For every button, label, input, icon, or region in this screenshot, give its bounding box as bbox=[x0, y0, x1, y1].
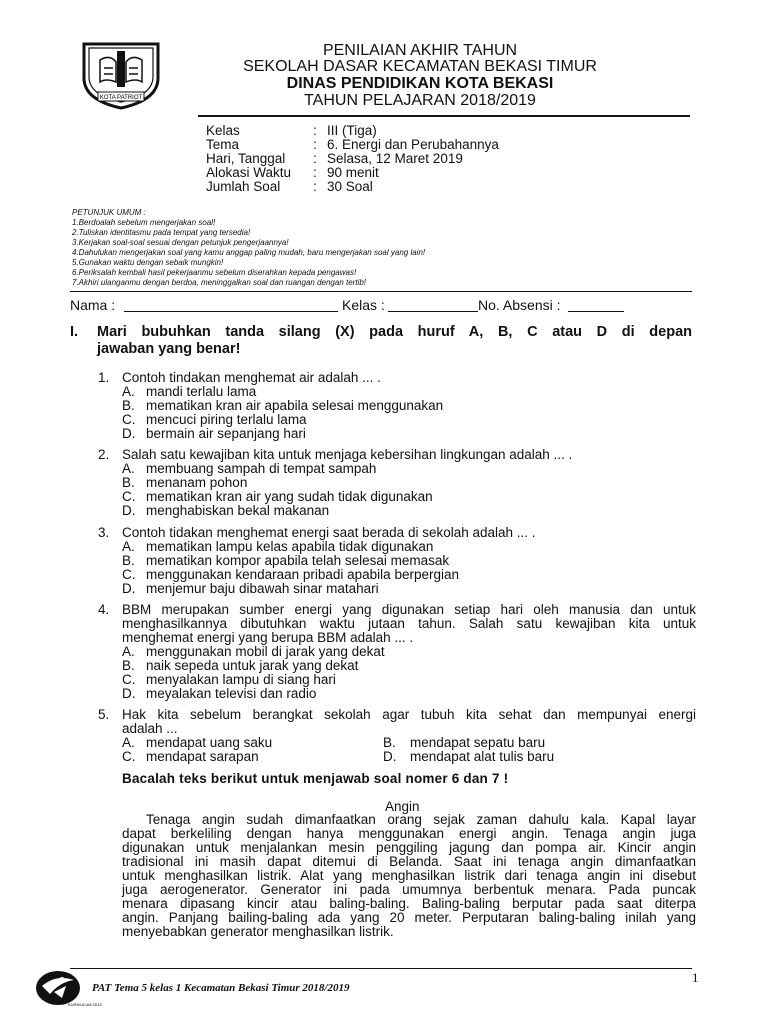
option-letter: C. bbox=[122, 672, 136, 687]
footer-divider bbox=[70, 968, 692, 969]
general-instructions bbox=[72, 208, 425, 288]
header-school: SEKOLAH DASAR KECAMATAN BEKASI TIMUR bbox=[243, 58, 597, 75]
instruction-item: 7.Akhiri ulanganmu dengan berdoa, meninggalkan soal dan ruangan dengan tertib! bbox=[72, 278, 366, 287]
info-value: Selasa, 12 Maret 2019 bbox=[327, 151, 463, 166]
question-text: Contoh tindakan menghemat air adalah ... . bbox=[122, 370, 381, 385]
option-letter: D. bbox=[122, 426, 136, 441]
passage-line: untuk menghasilkan listrik. Alat yang menghasilkan listrik dari tenaga angin ini disebut bbox=[122, 868, 696, 883]
option-letter: C. bbox=[122, 489, 136, 504]
instructions-title: PETUNJUK UMUM : bbox=[72, 208, 146, 217]
question-number: 1. bbox=[98, 370, 110, 385]
option-letter: D. bbox=[122, 503, 136, 518]
section-number: I. bbox=[70, 324, 79, 340]
option-text: menjemur baju dibawah sinar matahari bbox=[146, 581, 379, 596]
info-row-tanggal bbox=[206, 152, 499, 166]
option-letter: A. bbox=[122, 384, 135, 399]
section-instruction-line1: Mari bubuhkan tanda silang (X) pada huruf A, B, C atau D di depan bbox=[97, 324, 692, 340]
option-text: menghabiskan bekal makanan bbox=[146, 503, 330, 518]
passage-title: Angin bbox=[385, 799, 420, 814]
instruction-item: 1.Berdoalah sebelum mengerjakan soal! bbox=[72, 218, 216, 227]
option-letter: A. bbox=[122, 644, 135, 659]
info-colon: : bbox=[313, 123, 317, 138]
info-label: Kelas bbox=[206, 123, 240, 138]
info-row-waktu bbox=[206, 166, 499, 180]
option-letter: C. bbox=[122, 412, 136, 427]
option-text: menanam pohon bbox=[146, 475, 248, 490]
kelas-label: Kelas : bbox=[342, 297, 385, 313]
option-text: mematikan kran air yang sudah tidak digunakan bbox=[146, 489, 433, 504]
instruction-item: 4.Dahulukan mengerjakan soal yang kamu anggap paling mudah, baru mengerjakan soal yang lain! bbox=[72, 248, 426, 257]
info-row-kelas bbox=[206, 124, 499, 138]
info-value: 6. Energi dan Perubahannya bbox=[327, 137, 499, 152]
instruction-item: 2.Tuliskan identitasmu pada tempat yang tersedia! bbox=[72, 228, 251, 237]
question-text-line3: menghemat energi yang berupa BBM adalah ... . bbox=[122, 630, 414, 645]
info-colon: : bbox=[313, 165, 317, 180]
absensi-label: No. Absensi : bbox=[478, 297, 561, 313]
option-text: mendapat sepatu baru bbox=[410, 735, 546, 750]
question-text: Contoh tidakan menghemat energi saat berada di sekolah adalah ... . bbox=[122, 525, 536, 540]
option-text: menyalakan lampu di siang hari bbox=[146, 672, 336, 687]
instruction-item: 3.Kerjakan soal-soal sesuai dengan petunjuk pengerjaannya! bbox=[72, 238, 289, 247]
question-number: 2. bbox=[98, 447, 110, 462]
page-number: 1 bbox=[692, 970, 699, 985]
option-text: mematikan lampu kelas apabila tidak digunakan bbox=[146, 539, 434, 554]
nama-label: Nama : bbox=[70, 297, 116, 313]
option-text: mematikan kompor apabila telah selesai memasak bbox=[146, 553, 450, 568]
info-value: 90 menit bbox=[327, 165, 379, 180]
option-letter: B. bbox=[122, 658, 135, 673]
info-label: Alokasi Waktu bbox=[206, 165, 292, 180]
option-letter: C. bbox=[122, 567, 136, 582]
option-letter: B. bbox=[122, 553, 135, 568]
option-text: naik sepeda untuk jarak yang dekat bbox=[146, 658, 359, 673]
header-year: TAHUN PELAJARAN 2018/2019 bbox=[304, 92, 536, 109]
question-text-line1: BBM merupakan sumber energi yang digunakan setiap hari oleh manusia dan untuk bbox=[122, 602, 696, 617]
option-letter: D. bbox=[122, 581, 136, 596]
option-text: menggunakan kendaraan pribadi apabila berpergian bbox=[146, 567, 459, 582]
absensi-field[interactable] bbox=[568, 311, 624, 312]
question-text-line2: menghasilkannya dibutuhkan waktu jutaan tahun. Salah satu kewajiban kita untuk bbox=[122, 616, 696, 631]
passage-line: digunakan untuk menjalankan mesin penggiling jagung dan pompa air. Kincir angin bbox=[122, 840, 696, 855]
info-label: Tema bbox=[206, 137, 240, 152]
option-text: mencuci piring terlalu lama bbox=[146, 412, 307, 427]
instruction-item: 6.Periksalah kembali hasil pekerjaanmu sebelum diserahkan kepada pengawas! bbox=[72, 268, 357, 277]
option-letter: B. bbox=[122, 475, 135, 490]
info-colon: : bbox=[313, 179, 317, 194]
option-letter: C. bbox=[122, 749, 136, 764]
question-text-line2: adalah ... bbox=[122, 721, 178, 736]
identity-line bbox=[70, 297, 692, 315]
option-text: menggunakan mobil di jarak yang dekat bbox=[146, 644, 385, 659]
info-label: Hari, Tanggal bbox=[206, 151, 286, 166]
question-number: 4. bbox=[98, 602, 110, 617]
option-letter: B. bbox=[122, 398, 135, 413]
option-letter: D. bbox=[383, 749, 397, 764]
footer-logo-caption: KURIKULUM 2013 bbox=[68, 1002, 102, 1007]
identity-divider bbox=[70, 291, 692, 292]
info-label: Jumlah Soal bbox=[206, 179, 281, 194]
option-text: meyalakan televisi dan radio bbox=[146, 686, 317, 701]
option-text: mandi terlalu lama bbox=[146, 384, 257, 399]
option-text: membuang sampah di tempat sampah bbox=[146, 461, 377, 476]
option-letter: B. bbox=[383, 735, 396, 750]
option-text: mendapat uang saku bbox=[146, 735, 273, 750]
option-text: bermain air sepanjang hari bbox=[146, 426, 306, 441]
info-colon: : bbox=[313, 137, 317, 152]
header-dinas: DINAS PENDIDIKAN KOTA BEKASI bbox=[286, 75, 554, 92]
passage-line: menara dipasang kincir atau baling-baling. Baling-baling berputar pada saat diterpa bbox=[122, 896, 696, 911]
info-value: III (Tiga) bbox=[327, 123, 377, 138]
info-colon: : bbox=[313, 151, 317, 166]
kelas-field[interactable] bbox=[388, 311, 478, 312]
kurikulum-2013-logo bbox=[32, 966, 102, 1008]
exam-info bbox=[206, 124, 499, 194]
info-row-tema bbox=[206, 138, 499, 152]
question-number: 3. bbox=[98, 525, 110, 540]
passage-line: tradisional ini masih dapat ditemui di Belanda. Saat ini tenaga angin dimanfaatkan bbox=[122, 854, 696, 869]
logo-caption: KOTA PATRIOT bbox=[99, 95, 143, 101]
nama-field[interactable] bbox=[124, 311, 338, 312]
question-text-line1: Hak kita sebelum berangkat sekolah agar tubuh kita sehat dan mempunyai energi bbox=[122, 707, 696, 722]
option-letter: A. bbox=[122, 461, 135, 476]
passage-line: juga aerogenerator. Generator ini pada umumnya berbentuk menara. Pada puncak bbox=[122, 882, 696, 897]
option-text: mendapat sarapan bbox=[146, 749, 259, 764]
option-letter: A. bbox=[122, 735, 135, 750]
section-instruction-line2: jawaban yang benar! bbox=[97, 341, 241, 357]
passage-line: angin. Panjang bailing-baling ada yang 20 meter. Perputaran baling-baling inilah yang bbox=[122, 910, 696, 925]
header-divider bbox=[198, 115, 690, 117]
passage-line: Tenaga angin sudah dimanfaatkan orang sejak zaman dahulu kala. Kapal layar bbox=[146, 812, 696, 827]
option-letter: D. bbox=[122, 686, 136, 701]
question-text: Salah satu kewajiban kita untuk menjaga kebersihan lingkungan adalah ... . bbox=[122, 447, 573, 462]
option-letter: A. bbox=[122, 539, 135, 554]
option-text: mendapat alat tulis baru bbox=[410, 749, 555, 764]
question-number: 5. bbox=[98, 707, 110, 722]
footer-text: PAT Tema 5 kelas 1 Kecamatan Bekasi Timur 2018/2019 bbox=[92, 982, 350, 994]
passage-line: menyebabkan generator menghasilkan listrik. bbox=[122, 924, 394, 939]
instruction-item: 5.Gunakan waktu dengan sebaik mungkin! bbox=[72, 258, 224, 267]
header-title: PENILAIAN AKHIR TAHUN bbox=[322, 42, 518, 59]
reading-instruction: Bacalah teks berikut untuk menjawab soal nomer 6 dan 7 ! bbox=[122, 771, 509, 786]
passage-line: dapat berkeliling dengan hanya menggunakan energi angin. Tenaga angin juga bbox=[122, 826, 696, 841]
option-text: mematikan kran air apabila selesai menggunakan bbox=[146, 398, 444, 413]
info-value: 30 Soal bbox=[327, 179, 373, 194]
info-row-jumlah bbox=[206, 180, 499, 194]
